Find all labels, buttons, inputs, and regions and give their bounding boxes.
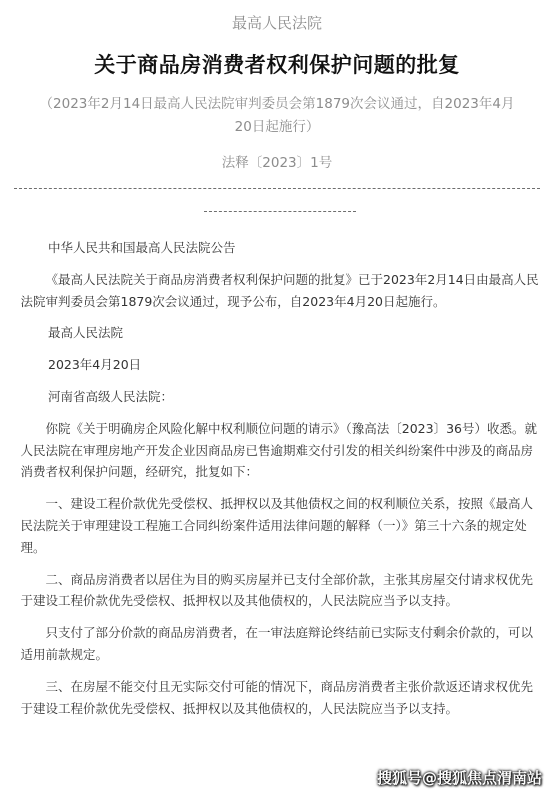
paragraph-1: 一、建设工程价款优先受偿权、抵押权以及其他债权之间的权利顺位关系，按照《最高人民法院关于审理建设工程施工合同纠纷案件适用法律问题的解释（一）》第三十六条的规定处理。 <box>20 496 534 555</box>
document-header <box>0 0 554 171</box>
document-title: 关于商品房消费者权利保护问题的批复 <box>94 53 460 77</box>
signature: 最高人民法院 <box>48 325 124 341</box>
watermark: 搜狐号@搜狐焦点渭南站 <box>376 769 542 787</box>
adoption-note <box>0 93 554 139</box>
announcement-title: 中华人民共和国最高人民法院公告 <box>48 240 236 255</box>
adoption-note-line-1: （2023年2月14日最高人民法院审判委员会第1879次会议通过，自2023年4月 <box>39 96 515 112</box>
separator-line <box>14 188 540 189</box>
paragraph-3: 三、在房屋不能交付且无实际交付可能的情况下，商品房消费者主张价款返还请求权优先于建设工程价款优先受偿权、抵押权以及其他债权的，人民法院应当予以支持。 <box>20 678 534 716</box>
paragraph-request: 你院《关于明确房企风险化解中权利顺位问题的请示》（豫高法〔2023〕36号）收悉。就人民法院在审理房地产开发企业因商品房已售逾期难交付引发的相关纠纷案件中涉及的商品房消费者权利保护问题，经研究，批复如下： <box>20 420 537 480</box>
paragraph-2: 二、商品房消费者以居住为目的购买房屋并已支付全部价款，主张其房屋交付请求权优先于建设工程价款优先受偿权、抵押权以及其他债权的，人民法院应当予以支持。 <box>20 571 534 609</box>
paragraph-2b: 只支付了部分价款的商品房消费者，在一审法庭辩论终结前已实际支付剩余价款的，可以适用前款规定。 <box>20 625 534 662</box>
document-body <box>20 237 542 719</box>
document-number: 法释〔2023〕1号 <box>221 155 333 171</box>
separator-line-short <box>204 211 356 212</box>
date: 2023年4月20日 <box>48 357 142 373</box>
addressee: 河南省高级人民法院： <box>48 388 174 404</box>
adoption-note-line-2: 20日起施行） <box>234 119 320 135</box>
issuing-court: 最高人民法院 <box>231 14 322 32</box>
announcement-text: 《最高人民法院关于商品房消费者权利保护问题的批复》已于2023年2月14日由最高人民法院审判委员会第1879次会议通过，现予公布，自2023年4月20日起施行。 <box>20 271 539 309</box>
